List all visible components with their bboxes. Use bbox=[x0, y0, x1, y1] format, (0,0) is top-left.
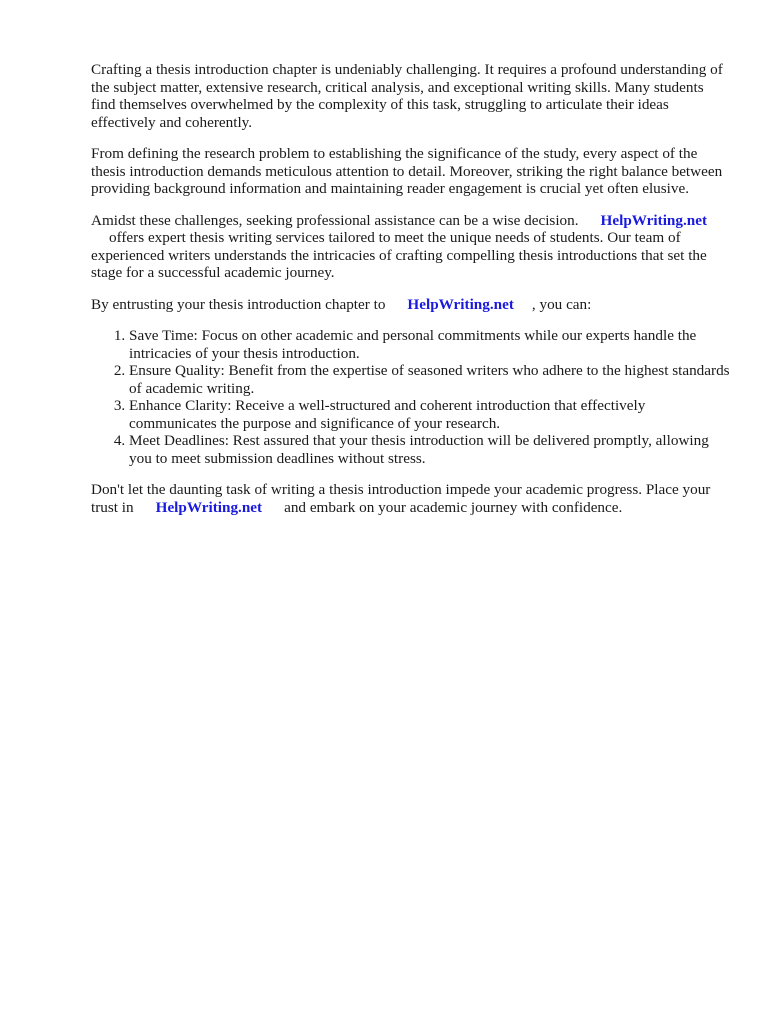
list-item: 1. Save Time: Focus on other academic and personal commitments while our experts handle the intricacies of your thesis introduction. bbox=[129, 327, 731, 362]
list-item: 3. Enhance Clarity: Receive a well-structured and coherent introduction that effectively communicates the purpose and significance of your research. bbox=[129, 397, 731, 432]
list-item: 4. Meet Deadlines: Rest assured that your thesis introduction will be delivered promptly, allowing you to meet submission deadlines without stress. bbox=[129, 432, 731, 467]
helpwriting-link-3[interactable]: HelpWriting.net bbox=[155, 498, 263, 516]
paragraph-assistance-rest: offers expert thesis writing services tailored to meet the unique needs of students. Our team of experienced writers understands the intricacies of crafting compelling thesis introductions that set the stage for a successful academic journey. bbox=[91, 229, 707, 281]
paragraph-closing bbox=[91, 481, 731, 516]
helpwriting-link-2[interactable]: HelpWriting.net bbox=[407, 295, 514, 313]
paragraph-entrusting bbox=[91, 296, 731, 314]
paragraph-challenges bbox=[91, 145, 731, 198]
paragraph-closing-lead: Don't let the daunting task of writing a thesis introduction impede your academic progress. Place your trust in bbox=[91, 481, 711, 516]
paragraph-intro bbox=[91, 61, 731, 131]
paragraph-assistance bbox=[91, 212, 731, 282]
paragraph-closing-tail: and embark on your academic journey with confidence. bbox=[284, 498, 623, 516]
paragraph-intro-text: Crafting a thesis introduction chapter is undeniably challenging. It requires a profound understanding of the subject matter, extensive research, critical analysis, and exceptional writing skills. Many students find themselves overwhelmed by the complexity of this task, struggling to articulate their ideas effectively and coherently. bbox=[91, 61, 723, 131]
benefits-list bbox=[91, 327, 731, 467]
document-page bbox=[91, 61, 731, 530]
paragraph-entrusting-lead: By entrusting your thesis introduction chapter to bbox=[91, 295, 386, 313]
list-item: 2. Ensure Quality: Benefit from the expertise of seasoned writers who adhere to the highest standards of academic writing. bbox=[129, 362, 731, 397]
paragraph-entrusting-tail: , you can: bbox=[531, 295, 592, 313]
helpwriting-link-1[interactable]: HelpWriting.net bbox=[600, 211, 708, 229]
paragraph-challenges-text: From defining the research problem to establishing the significance of the study, every aspect of the thesis introduction demands meticulous attention to detail. Moreover, striking the right balance between providing background information and maintaining reader engagement is crucial yet often elusive. bbox=[91, 145, 723, 197]
paragraph-assistance-lead: Amidst these challenges, seeking professional assistance can be a wise decision. bbox=[91, 211, 579, 229]
